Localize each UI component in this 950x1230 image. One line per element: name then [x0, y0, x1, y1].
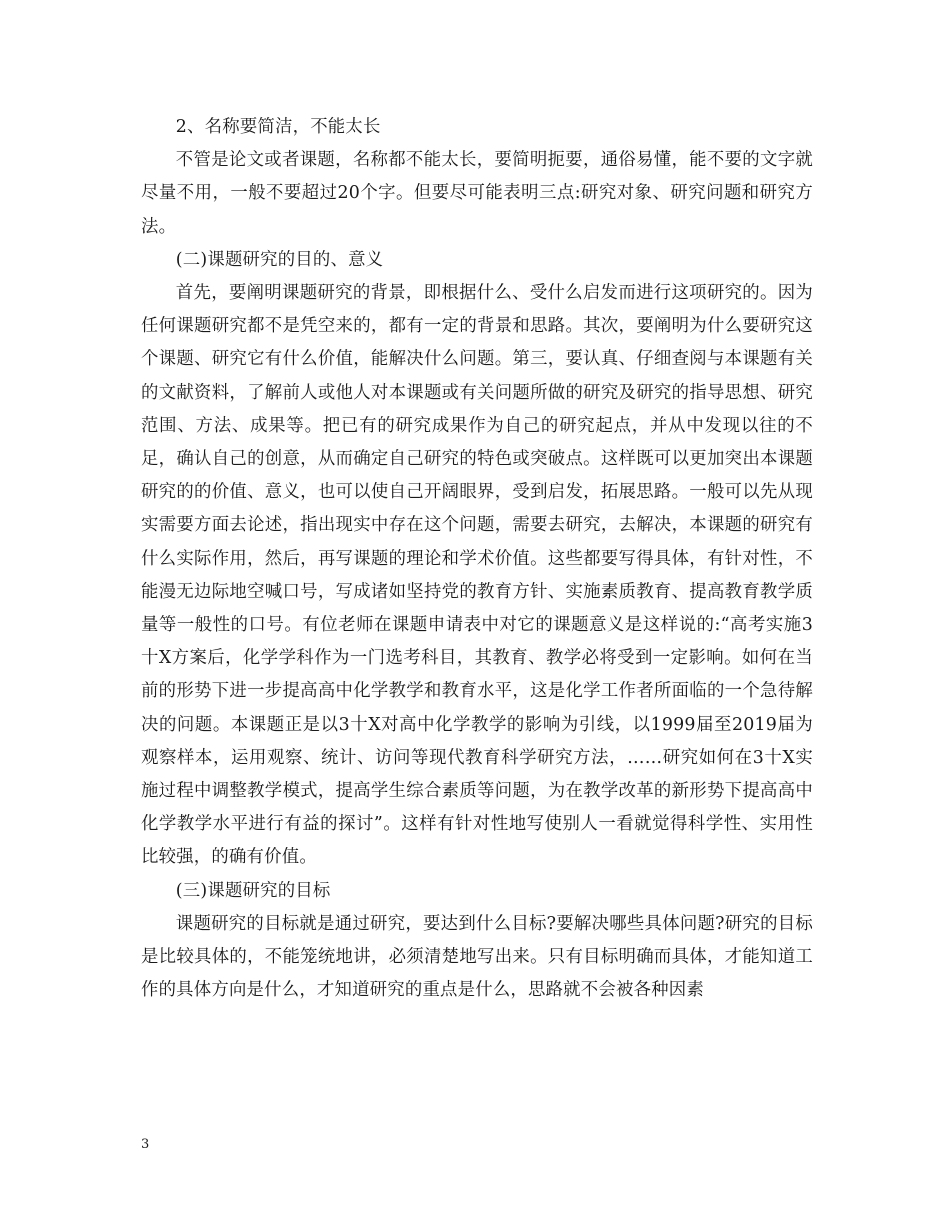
- section-heading: (二)课题研究的目的、意义: [175, 249, 384, 270]
- page-number: 3: [141, 1137, 150, 1152]
- section-heading: (三)课题研究的目标: [175, 880, 331, 901]
- body-paragraph: 首先，要阐明课题研究的背景，即根据什么、受什么启发而进行这项研究的。因为任何课题研究都不是凭空来的，都有一定的背景和思路。其次，要阐明为什么要研究这个课题、研究它有什么价值，能解决什么问题。第三，要认真、仔细查阅与本课题有关的文献资料，了解前人或他人对本课题或有关问题所做的研究及研究的指导思想、研究范围、方法、成果等。把已有的研究成果作为自己的研究起点，并从中发现以往的不足，确认自己的创意，从而确定自己研究的特色或突破点。这样既可以更加突出本课题研究的的价值、意义，也可以使自己开阔眼界，受到启发，拓展思路。一般可以先从现实需要方面去论述，指出现实中存在这个问题，需要去研究，去解决，本课题的研究有什么实际作用，然后，再写课题的理论和学术价值。这些都要写得具体，有针对性，不能漫无边际地空喊口号，写成诸如坚持党的教育方针、实施素质教育、提高教育教学质量等一般性的口号。有位老师在课题申请表中对它的课题意义是这样说的:“高考实施3十X方案后，化学学科作为一门选考科目，其教育、教学必将受到一定影响。如何在当前的形势下进一步提高高中化学教学和教育水平，这是化学工作者所面临的一个急待解决的问题。本课题正是以3十X对高中化学教学的影响为引线，以1999届至2019届为观察样本，运用观察、统计、访问等现代教育科学研究方法，……研究如何在3十X实施过程中调整教学模式，提高学生综合素质等问题，为在教学改革的新形势下提高高中化学教学水平进行有益的探讨”。这样有针对性地写使别人一看就觉得科学性、实用性比较强，的确有价值。: [141, 283, 813, 868]
- body-paragraph: 不管是论文或者课题，名称都不能太长，要简明扼要，通俗易懂，能不要的文字就尽量不用，一般不要超过20个字。但要尽可能表明三点:研究对象、研究问题和研究方法。: [141, 150, 813, 237]
- body-paragraph: 课题研究的目标就是通过研究，要达到什么目标?要解决哪些具体问题?研究的目标是比较具体的，不能笼统地讲，必须清楚地写出来。只有目标明确而具体，才能知道工作的具体方向是什么，才知道研究的重点是什么，思路就不会被各种因素: [141, 913, 813, 1001]
- document-body: [141, 111, 813, 1007]
- section-item-heading: 2、名称要简洁，不能太长: [175, 117, 381, 137]
